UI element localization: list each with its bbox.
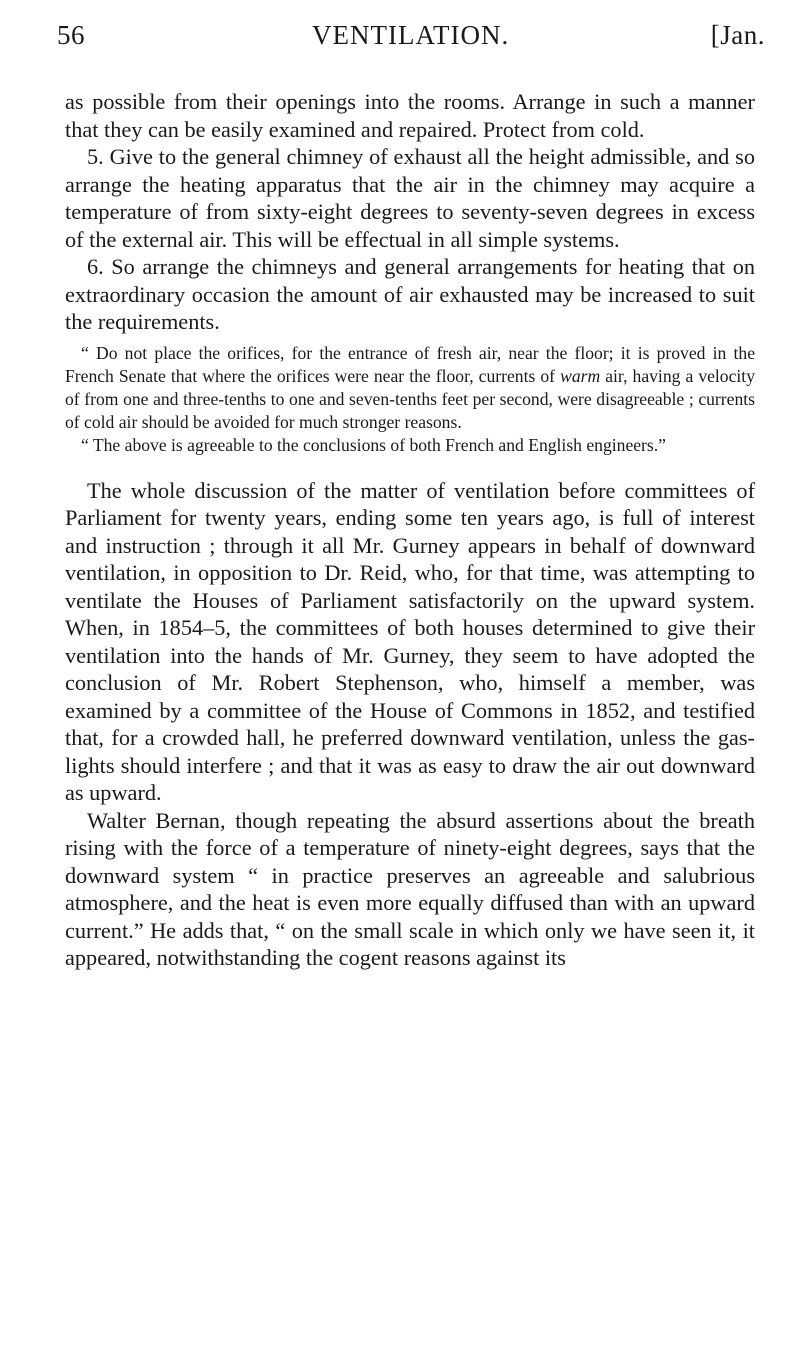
discussion-paragraph-1: The whole discussion of the matter of ventilation before committees of Parliament for twenty years, ending some ten years ago, is full of interest and instruction ; through it all Mr. Gurney appears in behalf of downward ventilation, in opposition to Dr. Reid, who, for that time, was attempting to ventilate the Houses of Parliament satisfactorily on the upward system. When, in 1854–5, the committees of both houses determined to give their ventilation into the hands of Mr. Gurney, they seem to have adopted the conclusion of Mr. Robert Stephenson, who, himself a member, was examined by a committee of the House of Commons in 1852, and testified that, for a crowded hall, he preferred downward ventilation, unless the gas-lights should interfere ; and that it was as easy to draw the air out downward as upward.: [65, 477, 755, 805]
quoted-block: [65, 342, 755, 457]
running-title: VENTILATION.: [312, 20, 510, 50]
header-month: [Jan.: [710, 20, 765, 50]
quote-paragraph-1: [65, 342, 755, 434]
running-header: [57, 20, 765, 58]
quote-paragraph-2: “ The above is agreeable to the conclusions of both French and English engineers.”: [81, 434, 666, 455]
book-page: [57, 20, 765, 972]
discussion-paragraph-2: Walter Bernan, though repeating the absurd assertions about the breath rising with the force of a temperature of ninety-eight degrees, says that the downward system “ in practice preserves an agreeable and salubrious atmosphere, and the heat is even more equally diffused than with an upward current.” He adds that, “ on the small scale in which only we have seen it, it appeared, notwithstanding the cogent reasons against its: [65, 807, 755, 970]
quote-text-end: air, having a velocity of from one and three-tenths to one and seven-tenths feet per second, were disagreeable ; currents of cold air should be avoided for much stronger reasons.: [65, 365, 755, 432]
rule-6-paragraph: 6. So arrange the chimneys and general arrangements for heating that on extraordinary occasion the amount of air exhausted may be increased to suit the requirements.: [65, 254, 755, 334]
page-number: 56: [57, 20, 85, 50]
rule-5-paragraph: 5. Give to the general chimney of exhaust all the height admissible, and so arrange the heating apparatus that the air in the chimney may acquire a temperature of from sixty-eight degrees to seventy-seven degrees in excess of the external air. This will be effectual in all simple systems.: [65, 144, 755, 252]
main-text: [65, 88, 755, 972]
quote-text-start: “ Do not place the orifices, for the entrance of fresh air, near the floor; it is proved in the French Senate that where the orifices were near the floor, currents of: [65, 342, 755, 386]
discussion-section: [65, 477, 755, 972]
continuation-paragraph: as possible from their openings into the rooms. Arrange in such a manner that they can be easily examined and repaired. Protect from cold.: [65, 89, 755, 142]
quote-emphasis: warm: [560, 365, 601, 386]
